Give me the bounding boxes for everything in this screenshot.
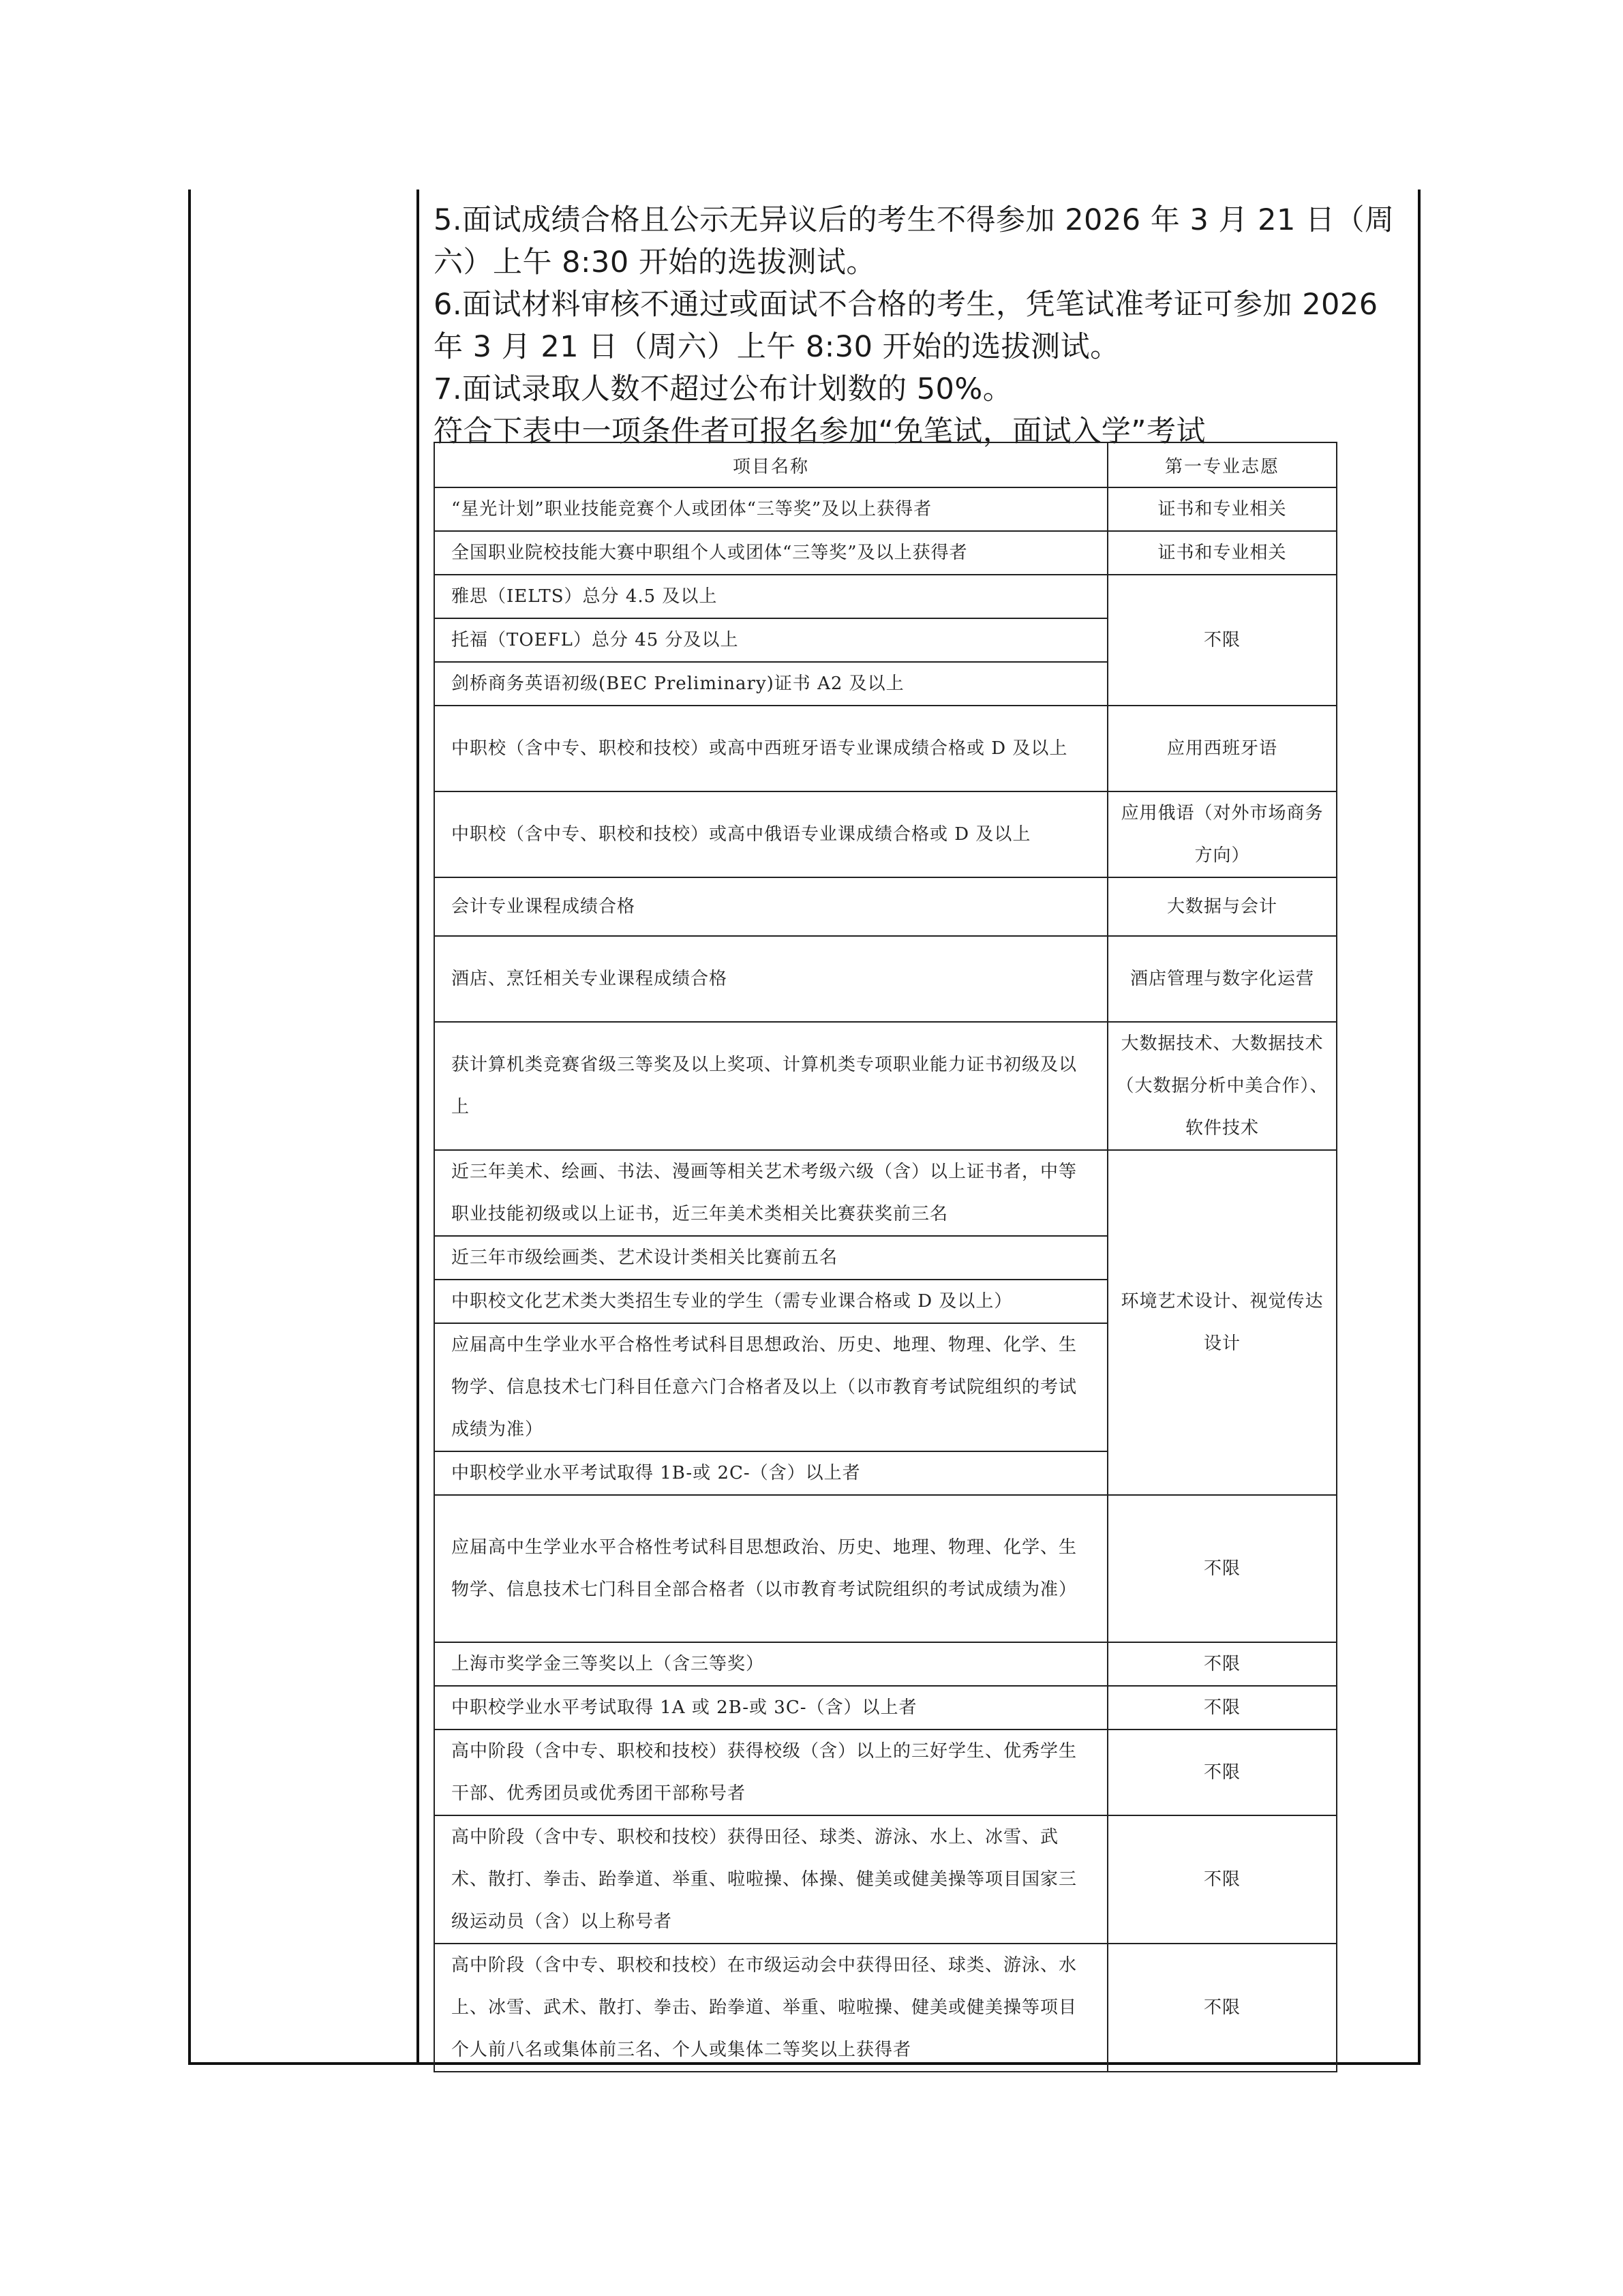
table-row: [434, 487, 1337, 531]
row-item: 剑桥商务英语初级(BEC Preliminary)证书 A2 及以上: [434, 662, 1108, 706]
row-item: 中职校文化艺术类大类招生专业的学生（需专业课合格或 D 及以上）: [434, 1280, 1108, 1323]
table-row: [434, 1495, 1337, 1642]
row-item: 雅思（IELTS）总分 4.5 及以上: [434, 575, 1108, 618]
row-item: 酒店、烹饪相关专业课程成绩合格: [434, 936, 1108, 1022]
row-item: 获计算机类竞赛省级三等奖及以上奖项、计算机类专项职业能力证书初级及以上: [434, 1022, 1108, 1150]
table-row: [434, 877, 1337, 936]
paragraph-7: 7.面试录取人数不超过公布计划数的 50%。: [434, 372, 1013, 406]
row-item: 上海市奖学金三等奖以上（含三等奖）: [434, 1642, 1108, 1686]
row-major: 酒店管理与数字化运营: [1108, 936, 1337, 1022]
table-row: [434, 1729, 1337, 1815]
table-row: [434, 575, 1337, 618]
row-major: 环境艺术设计、视觉传达设计: [1108, 1150, 1337, 1495]
row-item: 高中阶段（含中专、职校和技校）获得校级（含）以上的三好学生、优秀学生干部、优秀团员或优秀团干部称号者: [434, 1729, 1108, 1815]
row-major: 不限: [1108, 1642, 1337, 1686]
header-item-name: 项目名称: [434, 442, 1108, 487]
table-row: [434, 1944, 1337, 2072]
row-item: 中职校（含中专、职校和技校）或高中西班牙语专业课成绩合格或 D 及以上: [434, 706, 1108, 791]
row-major: 应用西班牙语: [1108, 706, 1337, 791]
row-major: 不限: [1108, 1686, 1337, 1729]
row-major: 应用俄语（对外市场商务方向）: [1108, 791, 1337, 877]
table-row: [434, 706, 1337, 791]
table-header-row: [434, 442, 1337, 487]
table-row: [434, 1642, 1337, 1686]
table-row: [434, 1686, 1337, 1729]
row-major: 证书和专业相关: [1108, 487, 1337, 531]
table-row: [434, 791, 1337, 877]
row-major: 大数据技术、大数据技术（大数据分析中美合作）、软件技术: [1108, 1022, 1337, 1150]
row-major: 不限: [1108, 1495, 1337, 1642]
page-table-divider: [416, 190, 419, 2065]
row-item: 中职校学业水平考试取得 1A 或 2B-或 3C-（含）以上者: [434, 1686, 1108, 1729]
table-caption: 符合下表中一项条件者可报名参加“免笔试，面试入学”考试: [434, 414, 1207, 449]
table-row: [434, 1815, 1337, 1944]
row-item: 托福（TOEFL）总分 45 分及以上: [434, 618, 1108, 662]
row-item: 应届高中生学业水平合格性考试科目思想政治、历史、地理、物理、化学、生物学、信息技术七门科目任意六门合格者及以上（以市教育考试院组织的考试成绩为准）: [434, 1323, 1108, 1451]
row-major: 不限: [1108, 1944, 1337, 2072]
table-row: [434, 531, 1337, 575]
row-major: 证书和专业相关: [1108, 531, 1337, 575]
row-item: 全国职业院校技能大赛中职组个人或团体“三等奖”及以上获得者: [434, 531, 1108, 575]
row-item: 近三年市级绘画类、艺术设计类相关比赛前五名: [434, 1236, 1108, 1280]
row-major: 不限: [1108, 1729, 1337, 1815]
row-item: 近三年美术、绘画、书法、漫画等相关艺术考级六级（含）以上证书者，中等职业技能初级或以上证书，近三年美术类相关比赛获奖前三名: [434, 1150, 1108, 1236]
table-row: [434, 1150, 1337, 1236]
row-item: 会计专业课程成绩合格: [434, 877, 1108, 936]
row-item: 应届高中生学业水平合格性考试科目思想政治、历史、地理、物理、化学、生物学、信息技术七门科目全部合格者（以市教育考试院组织的考试成绩为准）: [434, 1495, 1108, 1642]
intro-section: [434, 199, 1408, 453]
table-row: [434, 1022, 1337, 1150]
paragraph-5: 5.面试成绩合格且公示无异议后的考生不得参加 2026 年 3 月 21 日（周六）上午 8:30 开始的选拔测试。: [434, 203, 1395, 280]
paragraph-6: 6.面试材料审核不通过或面试不合格的考生，凭笔试准考证可参加 2026 年 3 月 21 日（周六）上午 8:30 开始的选拔测试。: [434, 288, 1378, 364]
criteria-table: [434, 442, 1337, 2072]
row-major: 不限: [1108, 575, 1337, 706]
row-major: 大数据与会计: [1108, 877, 1337, 936]
row-item: 中职校学业水平考试取得 1B-或 2C-（含）以上者: [434, 1451, 1108, 1495]
table-row: [434, 936, 1337, 1022]
row-item: 中职校（含中专、职校和技校）或高中俄语专业课成绩合格或 D 及以上: [434, 791, 1108, 877]
header-first-major: 第一专业志愿: [1108, 442, 1337, 487]
row-item: 高中阶段（含中专、职校和技校）在市级运动会中获得田径、球类、游泳、水上、冰雪、武术、散打、拳击、跆拳道、举重、啦啦操、健美或健美操等项目个人前八名或集体前三名、个人或集体二等奖以上获得者: [434, 1944, 1108, 2072]
row-major: 不限: [1108, 1815, 1337, 1944]
row-item: 高中阶段（含中专、职校和技校）获得田径、球类、游泳、水上、冰雪、武术、散打、拳击、跆拳道、举重、啦啦操、体操、健美或健美操等项目国家三级运动员（含）以上称号者: [434, 1815, 1108, 1944]
row-item: “星光计划”职业技能竞赛个人或团体“三等奖”及以上获得者: [434, 487, 1108, 531]
